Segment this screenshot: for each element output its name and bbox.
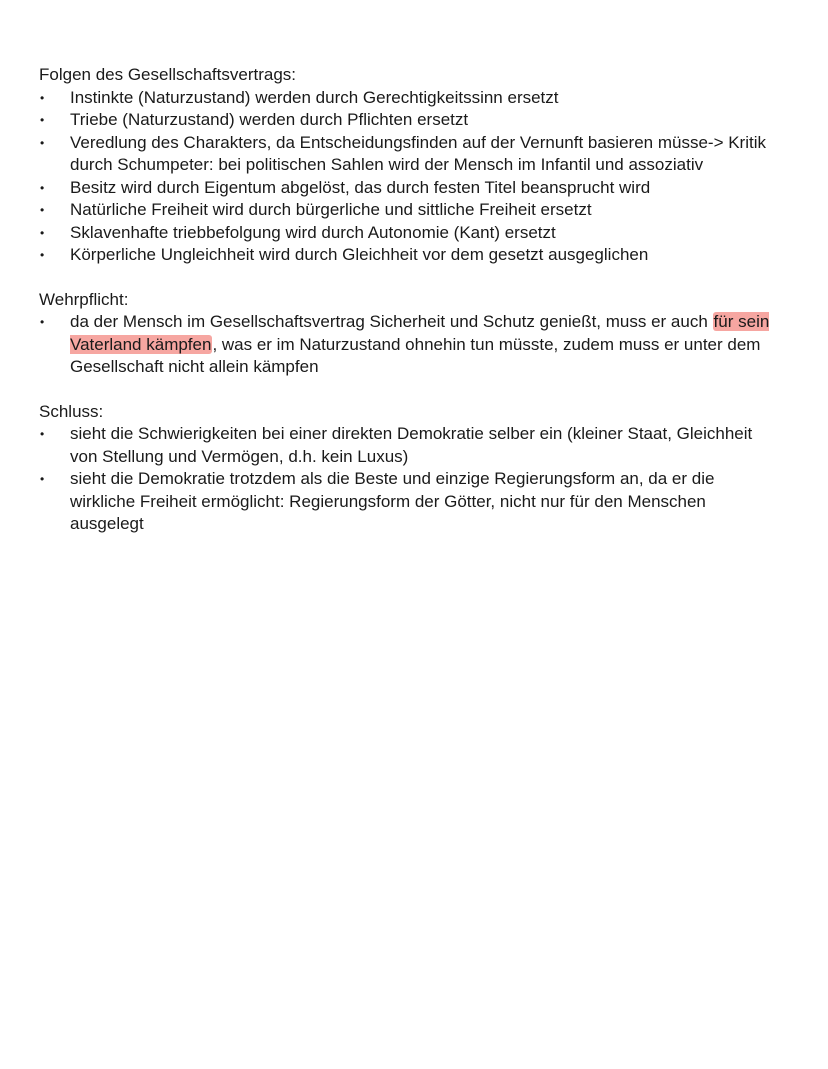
list-item-text: Veredlung des Charakters, da Entscheidungsfinden auf der Vernunft basieren müsse-> Kritik durch Schumpeter: bei politischen Sahlen wird der Mensch im Infantil und assoziativ <box>70 132 766 174</box>
list-item-text-after: , was er im Naturzustand ohnehin tun müsste, zudem muss er unter dem Gesellschaft nicht allein kämpfen <box>70 334 761 376</box>
bullet-icon: • <box>40 135 45 150</box>
list-item-text: Instinkte (Naturzustand) werden durch Gerechtigkeitssinn ersetzt <box>70 87 559 107</box>
section-wehrpflicht <box>39 289 779 379</box>
bullet-list <box>39 87 779 267</box>
bullet-list <box>39 423 779 536</box>
list-item <box>39 177 779 200</box>
bullet-icon: • <box>40 248 45 262</box>
bullet-icon: • <box>40 472 45 486</box>
list-item-text-before: da der Mensch im Gesellschaftsvertrag Sicherheit und Schutz genießt, muss er auch <box>70 312 708 331</box>
list-item <box>39 87 779 110</box>
list-item <box>39 109 779 132</box>
document-page <box>39 64 779 558</box>
list-item <box>39 199 779 222</box>
section-heading: Folgen des Gesellschaftsvertrags: <box>39 65 297 84</box>
bullet-icon: • <box>40 180 45 195</box>
list-item <box>39 423 779 468</box>
list-item-text: Besitz wird durch Eigentum abgelöst, das durch festen Titel beansprucht wird <box>70 177 651 197</box>
section-folgen <box>39 64 779 267</box>
highlighted-text: für sein Vaterland kämpfen <box>70 312 770 354</box>
list-item <box>39 222 779 245</box>
list-item-text: Sklavenhafte triebbefolgung wird durch Autonomie (Kant) ersetzt <box>70 222 556 242</box>
list-item <box>39 244 779 267</box>
bullet-icon: • <box>40 225 45 240</box>
list-item-text: sieht die Demokratie trotzdem als die Beste und einzige Regierungsform an, da er die wirkliche Freiheit ermöglicht: Regierungsform der Götter, nicht nur für den Menschen ausgelegt <box>70 469 715 533</box>
list-item-text: Triebe (Naturzustand) werden durch Pflichten ersetzt <box>70 110 469 129</box>
bullet-icon: • <box>40 113 45 127</box>
bullet-list <box>39 311 779 379</box>
bullet-icon: • <box>40 315 45 329</box>
list-item-text: Natürliche Freiheit wird durch bürgerliche und sittliche Freiheit ersetzt <box>70 200 592 219</box>
bullet-icon: • <box>40 203 45 217</box>
bullet-icon: • <box>40 427 45 441</box>
section-heading: Schluss: <box>39 401 104 421</box>
list-item <box>39 468 779 536</box>
list-item-text: sieht die Schwierigkeiten bei einer direkten Demokratie selber ein (kleiner Staat, Gleichheit von Stellung und Vermögen, d.h. kein Luxus) <box>70 424 753 466</box>
section-schluss <box>39 401 779 536</box>
list-item <box>39 311 779 379</box>
list-item <box>39 132 779 177</box>
bullet-icon: • <box>40 90 45 105</box>
section-heading: Wehrpflicht: <box>39 289 129 309</box>
list-item-text: Körperliche Ungleichheit wird durch Gleichheit vor dem gesetzt ausgeglichen <box>70 245 649 264</box>
